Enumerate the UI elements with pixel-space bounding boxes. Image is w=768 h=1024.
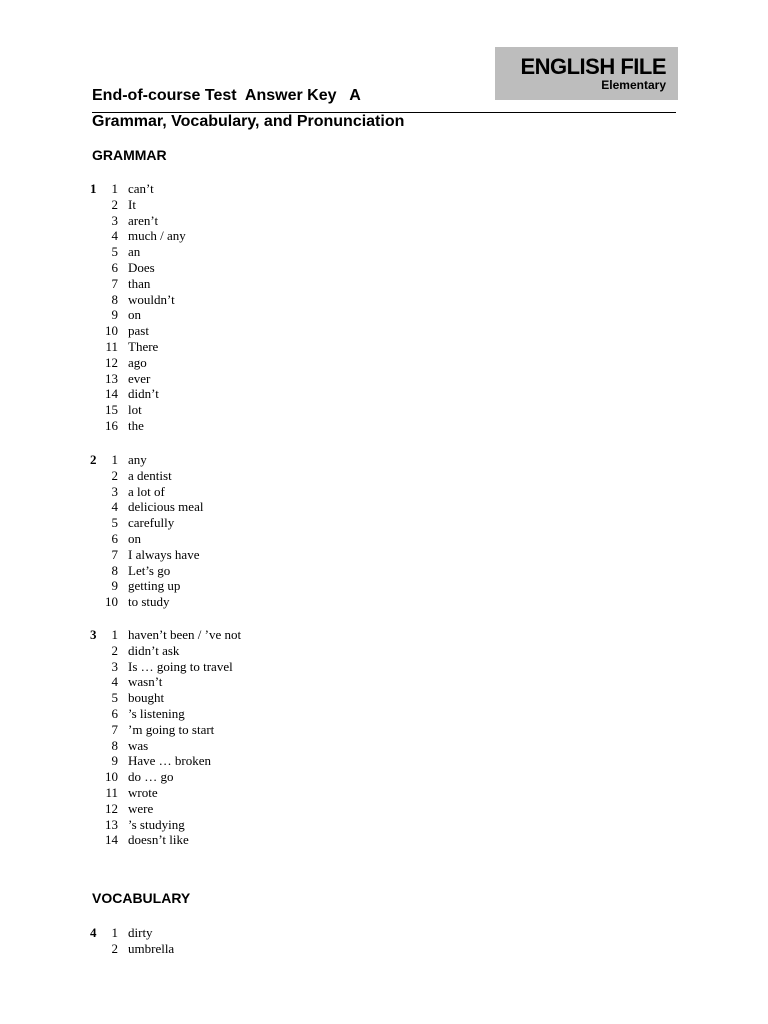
item-answer: wasn’t (128, 674, 163, 690)
english-file-logo (495, 47, 678, 100)
item-number: 3 (111, 212, 118, 228)
item-number: 2 (111, 196, 118, 212)
item-answer: carefully (128, 515, 175, 531)
exercise-block (0, 452, 768, 610)
item-answer: do … go (128, 769, 174, 785)
answer-item (0, 292, 768, 308)
item-answer: ago (128, 354, 147, 370)
item-number: 4 (111, 499, 118, 515)
item-answer: the (128, 417, 144, 433)
answer-item (0, 515, 768, 531)
item-number: 4 (111, 674, 118, 690)
item-answer: haven’t been / ’ve not (128, 627, 242, 642)
item-answer: than (128, 275, 151, 291)
item-answer: getting up (128, 578, 181, 594)
answer-item (0, 197, 768, 213)
item-number: 8 (111, 737, 118, 753)
item-answer: dirty (128, 925, 153, 940)
item-number: 9 (111, 753, 118, 769)
answer-item (0, 801, 768, 817)
item-number: 1 (111, 925, 118, 940)
answer-item (0, 484, 768, 500)
logo-subtitle: Elementary (601, 78, 666, 92)
answer-item (0, 643, 768, 659)
item-answer: can’t (128, 181, 154, 196)
answer-item (0, 531, 768, 547)
answer-item (0, 452, 768, 468)
answer-item (0, 371, 768, 387)
item-number: 15 (105, 402, 118, 418)
item-number: 1 (111, 181, 118, 196)
item-number: 1 (111, 452, 118, 467)
item-answer: a dentist (128, 467, 172, 483)
answer-item (0, 323, 768, 339)
item-number: 13 (105, 370, 118, 386)
item-answer: were (128, 800, 154, 816)
answer-item (0, 659, 768, 675)
exercise-number: 4 (90, 925, 97, 940)
item-answer: much / any (128, 228, 186, 244)
item-answer: didn’t (128, 386, 159, 402)
logo-title: ENGLISH FILE (520, 54, 666, 79)
answer-item (0, 769, 768, 785)
item-number: 3 (111, 483, 118, 499)
item-answer: bought (128, 690, 165, 706)
item-number: 10 (105, 594, 118, 610)
item-answer: Is … going to travel (128, 658, 233, 674)
answer-item (0, 499, 768, 515)
item-number: 5 (111, 515, 118, 531)
answer-item (0, 386, 768, 402)
exercise-number: 1 (90, 181, 97, 196)
item-number: 5 (111, 690, 118, 706)
item-number: 2 (111, 940, 118, 956)
item-answer: on (128, 307, 141, 323)
item-number: 8 (111, 562, 118, 578)
item-answer: ’s listening (128, 705, 185, 721)
item-answer: Does (128, 259, 155, 275)
item-number: 9 (111, 307, 118, 323)
item-answer: on (128, 530, 141, 546)
item-number: 12 (105, 800, 118, 816)
item-number: 7 (111, 546, 118, 562)
item-answer: delicious meal (128, 499, 204, 515)
item-number: 4 (111, 228, 118, 244)
item-number: 7 (111, 721, 118, 737)
item-number: 14 (105, 386, 118, 402)
item-number: 16 (105, 417, 118, 433)
item-answer: past (128, 323, 149, 339)
item-answer: any (128, 452, 147, 467)
item-answer: an (128, 244, 141, 260)
answer-item (0, 276, 768, 292)
item-number: 11 (105, 338, 118, 354)
exercise-block (0, 627, 768, 848)
item-answer: umbrella (128, 940, 175, 956)
item-number: 5 (111, 244, 118, 260)
item-number: 7 (111, 275, 118, 291)
item-answer: didn’t ask (128, 642, 180, 658)
item-number: 2 (111, 467, 118, 483)
answer-item (0, 339, 768, 355)
item-number: 1 (111, 627, 118, 642)
item-answer: I always have (128, 546, 200, 562)
item-number: 2 (111, 642, 118, 658)
item-number: 14 (105, 832, 118, 848)
answer-item (0, 244, 768, 260)
answer-item (0, 674, 768, 690)
answer-item (0, 228, 768, 244)
section-heading-grammar: GRAMMAR (92, 147, 167, 163)
item-number: 13 (105, 816, 118, 832)
item-number: 6 (111, 530, 118, 546)
answer-item (0, 578, 768, 594)
item-answer: Have … broken (128, 753, 212, 769)
item-answer: ’s studying (128, 816, 185, 832)
exercise-block (0, 181, 768, 434)
answer-item (0, 260, 768, 276)
answer-item (0, 817, 768, 833)
answer-item (0, 355, 768, 371)
item-answer: It (128, 196, 136, 212)
answer-item (0, 563, 768, 579)
item-number: 9 (111, 578, 118, 594)
item-number: 12 (105, 354, 118, 370)
item-number: 11 (105, 784, 118, 800)
item-answer: lot (128, 402, 142, 418)
answer-item (0, 925, 768, 941)
item-answer: wrote (128, 784, 158, 800)
answer-item (0, 418, 768, 434)
item-answer: Let’s go (128, 562, 171, 578)
answer-item (0, 832, 768, 848)
answer-item (0, 706, 768, 722)
answer-item (0, 785, 768, 801)
item-number: 10 (105, 323, 118, 339)
exercise-number: 3 (90, 627, 97, 642)
answer-item (0, 402, 768, 418)
answer-item (0, 181, 768, 197)
item-answer: ever (128, 370, 151, 386)
item-answer: aren’t (128, 212, 159, 228)
item-answer: There (128, 338, 159, 354)
answer-item (0, 547, 768, 563)
item-number: 10 (105, 769, 118, 785)
answer-item (0, 213, 768, 229)
item-number: 6 (111, 705, 118, 721)
item-answer: wouldn’t (128, 291, 175, 307)
exercise-block (0, 925, 768, 957)
answer-item (0, 627, 768, 643)
item-answer: doesn’t like (128, 832, 189, 848)
item-number: 6 (111, 259, 118, 275)
answer-item (0, 738, 768, 754)
answer-item (0, 941, 768, 957)
answer-item (0, 307, 768, 323)
item-answer: ’m going to start (128, 721, 215, 737)
item-number: 3 (111, 658, 118, 674)
answer-item (0, 468, 768, 484)
item-answer: to study (128, 594, 170, 610)
document-subtitle: Grammar, Vocabulary, and Pronunciation (92, 113, 405, 130)
document-title: End-of-course Test Answer Key A (92, 87, 361, 104)
item-number: 8 (111, 291, 118, 307)
item-answer: a lot of (128, 483, 165, 499)
answer-item (0, 594, 768, 610)
answer-item (0, 753, 768, 769)
section-heading-vocabulary: VOCABULARY (92, 890, 191, 906)
answer-item (0, 690, 768, 706)
exercise-number: 2 (90, 452, 97, 467)
item-answer: was (128, 737, 149, 753)
answer-item (0, 722, 768, 738)
